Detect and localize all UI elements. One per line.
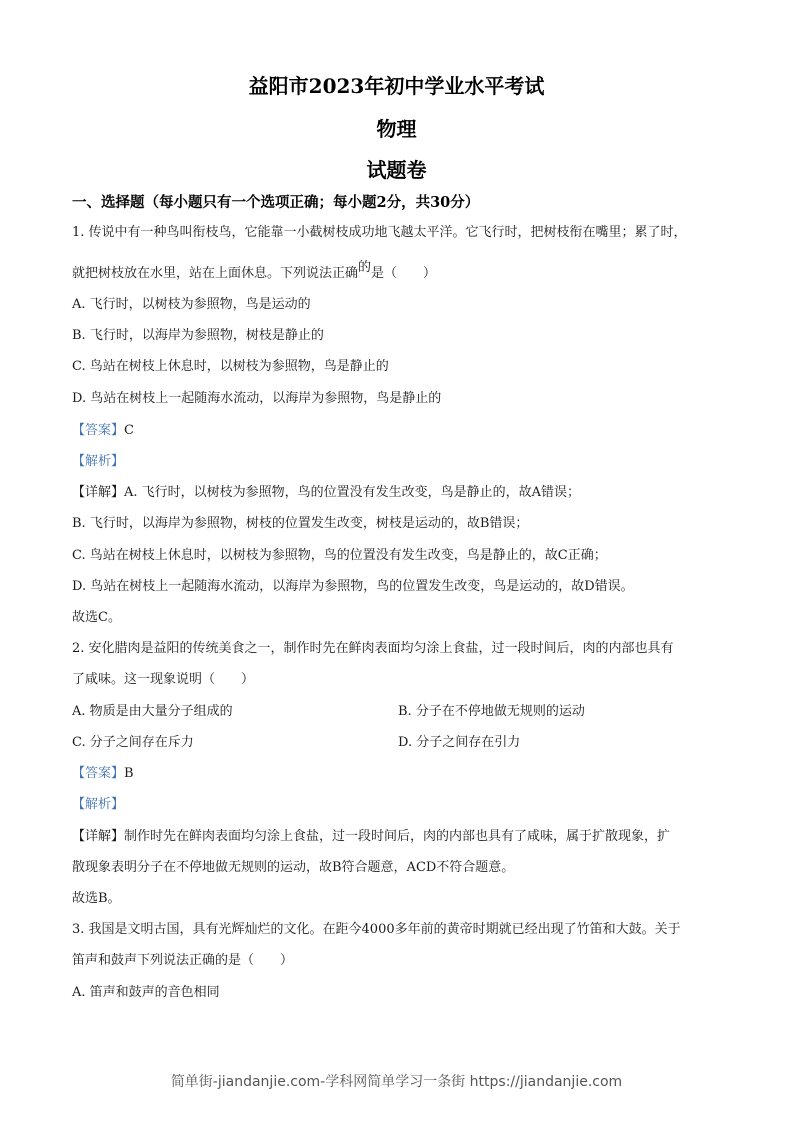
exam-title: 益阳市2023年初中学业水平考试 [248,74,545,98]
q1-detail-line4: D. 鸟站在树枝上一起随海水流动，以海岸为参照物，鸟的位置发生改变，鸟是运动的，故D错误。 [72,579,634,594]
q1-stem-bracket: 是（ ） [371,266,437,281]
q1-stem-line2 [72,260,437,283]
q3-stem-line2: 笛声和鼓声下列说法正确的是（ ） [72,953,294,968]
detail-text: 制作时先在鲜肉表面均匀涂上食盐，过一段时间后，肉的内部也具有了咸味，属于扩散现象，扩 [124,829,671,844]
q2-conclusion: 故选B。 [72,891,121,906]
q2-detail-line1 [72,828,670,846]
q1-option-d: D. 鸟站在树枝上一起随海水流动，以海岸为参照物，鸟是静止的 [72,391,442,406]
answer-label: 【答案】 [72,423,125,438]
q1-detail-line3: C. 鸟站在树枝上休息时，以树枝为参照物，鸟的位置没有发生改变，鸟是静止的，故C正确； [72,548,607,563]
detail-label: 【详解】 [72,485,125,500]
footer-watermark: 简单街-jiandanjie.com-学科网简单学习一条街 https://jiandanjie.com [170,1074,623,1090]
detail-text: A. 飞行时，以树枝为参照物，鸟的位置没有发生改变，鸟是静止的，故A错误； [124,485,581,500]
q1-stem-text: 就把树枝放在水里，站在上面休息。下列说法正确 [72,266,359,281]
q3-stem-line1: 3. 我国是文明古国，具有光辉灿烂的文化。在距今4000多年前的黄帝时期就已经出现了竹笛和大鼓。关于 [72,922,681,937]
q1-stem-superscript: 的 [358,260,372,275]
q1-stem-line1: 1. 传说中有一种鸟叫衔枝鸟，它能靠一小截树枝成功地飞越太平洋。它飞行时，把树枝衔在嘴里；累了时， [72,225,687,240]
q1-detail-line1 [72,484,580,502]
q2-stem-line1: 2. 安化腊肉是益阳的传统美食之一，制作时先在鲜肉表面均匀涂上食盐，过一段时间后，肉的内部也具有 [72,641,674,656]
q1-option-a: A. 飞行时，以树枝为参照物，鸟是运动的 [72,297,311,312]
q1-option-c: C. 鸟站在树枝上休息时，以树枝为参照物，鸟是静止的 [72,359,389,374]
q2-detail-line2: 散现象表明分子在不停地做无规则的运动，故B符合题意，ACD不符合题意。 [72,860,515,875]
paper-type-title: 试题卷 [366,158,427,182]
section-heading: 一、选择题（每小题只有一个选项正确；每小题2分，共30分） [72,194,480,211]
q1-option-b: B. 飞行时，以海岸为参照物，树枝是静止的 [72,328,324,343]
q3-option-a: A. 笛声和鼓声的音色相同 [72,985,220,1000]
q1-detail-line2: B. 飞行时，以海岸为参照物，树枝的位置发生改变，树枝是运动的，故B错误； [72,516,529,531]
q2-option-c: C. 分子之间存在斥力 [72,735,194,750]
q2-stem-line2: 了咸味。这一现象说明（ ） [72,672,255,687]
q2-analysis-label: 【解析】 [72,797,125,812]
q1-analysis-label: 【解析】 [72,454,125,469]
q1-conclusion: 故选C。 [72,610,121,625]
q2-answer [72,765,134,783]
answer-label: 【答案】 [72,766,125,781]
subject-title: 物理 [376,117,417,141]
q2-option-a: A. 物质是由大量分子组成的 [72,704,233,719]
answer-value: C [124,423,134,438]
detail-label: 【详解】 [72,829,125,844]
q1-answer [72,422,134,440]
answer-value: B [124,766,134,781]
q2-option-b: B. 分子在不停地做无规则的运动 [398,704,585,719]
q2-option-d: D. 分子之间存在引力 [398,735,521,750]
